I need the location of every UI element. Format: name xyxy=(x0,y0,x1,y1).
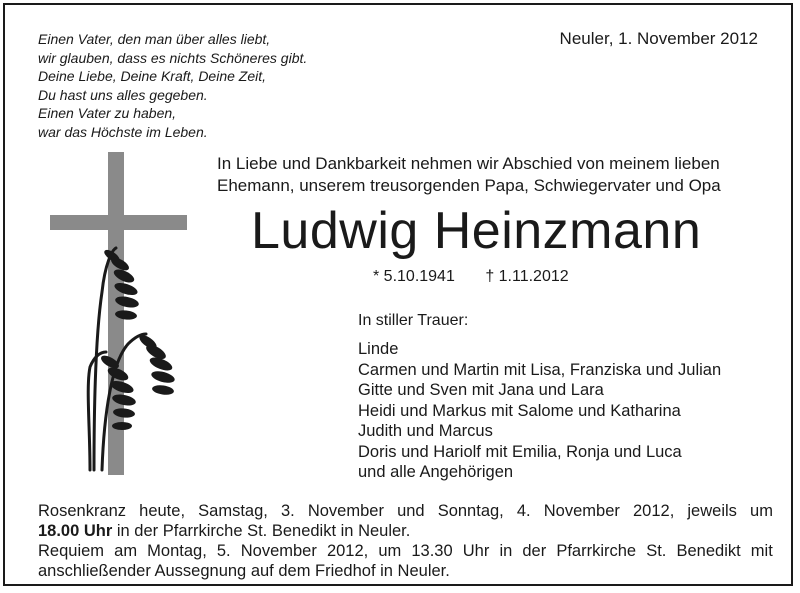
intro-line: In Liebe und Dankbarkeit nehmen wir Abschied von meinem lieben xyxy=(217,154,720,173)
mourner-line: Carmen und Martin mit Lisa, Franziska und Julian xyxy=(358,360,722,379)
word: mit xyxy=(750,542,773,560)
intro-text xyxy=(217,153,721,197)
word: St. xyxy=(646,542,667,560)
birth-date: * 5.10.1941 xyxy=(373,268,455,285)
word: November xyxy=(543,502,620,520)
poem-line: Deine Liebe, Deine Kraft, Deine Zeit, xyxy=(38,68,267,84)
mourners-label: In stiller Trauer: xyxy=(358,312,469,329)
poem-line: Einen Vater zu haben, xyxy=(38,105,177,121)
word: Samstag, xyxy=(198,502,268,520)
requiem-line-2: anschließender Aussegnung auf dem Friedhof in Neuler. xyxy=(38,562,450,580)
mourner-line: und alle Angehörigen xyxy=(358,463,514,481)
word: Montag, xyxy=(147,542,207,560)
word: in xyxy=(499,542,513,560)
word: Benedikt xyxy=(676,542,741,560)
word: 5. xyxy=(216,542,231,560)
mourner-line: Doris und Hariolf mit Emilia, Ronja und Luca xyxy=(358,442,682,461)
poem-line: war das Höchste im Leben. xyxy=(38,123,208,140)
death-date: † 1.11.2012 xyxy=(485,268,569,285)
word: Rosenkranz xyxy=(38,502,127,520)
mourner-line: Judith und Marcus xyxy=(358,422,493,440)
word: am xyxy=(114,542,138,560)
word: Pfarrkirche xyxy=(556,542,637,560)
mourner-line: Heidi und Markus mit Salome und Katharina xyxy=(358,401,681,420)
word: heute, xyxy=(139,502,186,520)
word: und xyxy=(397,502,425,520)
service-info xyxy=(38,501,773,581)
life-dates xyxy=(373,268,569,286)
intro-line: Ehemann, unserem treusorgenden Papa, Schwiegervater und Opa xyxy=(217,176,721,195)
word: um xyxy=(750,502,773,520)
poem-line: Einen Vater, den man über alles liebt, xyxy=(38,31,271,47)
poem-line: Du hast uns alles gegeben. xyxy=(38,86,208,103)
word: um xyxy=(378,542,402,560)
word: 13.30 xyxy=(411,542,453,560)
rosary-line xyxy=(38,501,773,521)
requiem-line xyxy=(38,541,773,561)
word: Sonntag, xyxy=(437,502,504,520)
word: 4. xyxy=(516,502,531,520)
word: Uhr xyxy=(462,542,490,560)
word: 2012, xyxy=(632,502,675,520)
rosary-time: 18.00 Uhr xyxy=(38,522,113,540)
word: jeweils xyxy=(687,502,737,520)
dateline: Neuler, 1. November 2012 xyxy=(559,29,758,48)
poem-line: wir glauben, dass es nichts Schöneres gibt. xyxy=(38,49,308,66)
mourner-line: Gitte und Sven mit Jana und Lara xyxy=(358,381,604,399)
mourners-list xyxy=(358,339,721,483)
cross-with-wheat-icon xyxy=(50,152,190,477)
word: Requiem xyxy=(38,542,105,560)
word: November xyxy=(307,502,384,520)
mourner-line: Linde xyxy=(358,340,399,358)
rosary-line-2 xyxy=(38,521,773,541)
word: 3. xyxy=(280,502,295,520)
obituary-frame xyxy=(3,3,793,586)
word: November xyxy=(240,542,317,560)
deceased-name: Ludwig Heinzmann xyxy=(251,202,702,260)
word: der xyxy=(522,542,547,560)
poem xyxy=(38,30,307,141)
rosary-place: in der Pfarrkirche St. Benedikt in Neuler. xyxy=(112,522,411,540)
word: 2012, xyxy=(326,542,369,560)
